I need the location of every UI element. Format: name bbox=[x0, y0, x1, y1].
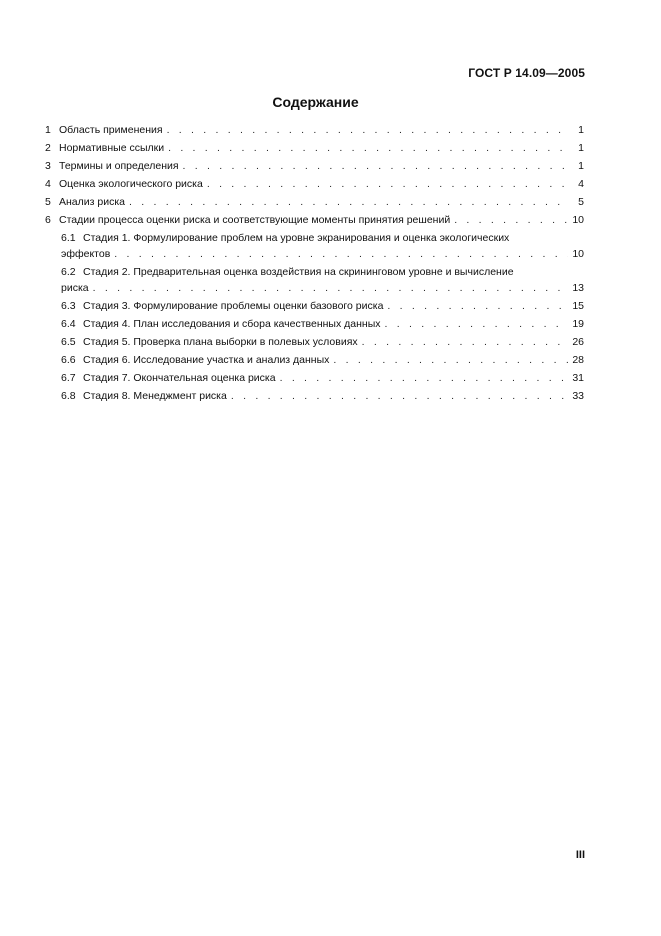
toc-entry-number: 3 bbox=[45, 160, 51, 172]
toc-entry-page: 26 bbox=[572, 336, 584, 348]
toc-entry-number: 6 bbox=[45, 214, 51, 226]
toc-entry-page: 13 bbox=[572, 282, 584, 294]
dot-leader bbox=[207, 175, 568, 193]
toc-entry-title: Стадия 7. Окончательная оценка риска bbox=[83, 372, 276, 384]
dot-leader bbox=[167, 121, 568, 139]
dot-leader bbox=[362, 333, 568, 351]
toc-entry-title: Термины и определения bbox=[59, 160, 179, 172]
toc-entry-page: 10 bbox=[572, 214, 584, 226]
toc-entry-number: 2 bbox=[45, 142, 51, 154]
toc-entry-number: 5 bbox=[45, 196, 51, 208]
page-number: III bbox=[575, 849, 585, 861]
toc-entry-page: 33 bbox=[572, 390, 584, 402]
dot-leader bbox=[387, 297, 568, 315]
toc-entry-number: 6.6 bbox=[61, 354, 76, 366]
toc-entry-title: Стадия 5. Проверка плана выборки в полевых условиях bbox=[83, 336, 358, 348]
toc-entry-number: 6.2 bbox=[61, 266, 76, 278]
table-of-contents bbox=[45, 121, 584, 405]
dot-leader bbox=[333, 351, 568, 369]
toc-entry-title: Область применения bbox=[59, 124, 163, 136]
toc-entry-number: 6.8 bbox=[61, 390, 76, 402]
toc-entry-6-2-continuation[interactable] bbox=[45, 279, 584, 297]
toc-entry-page: 1 bbox=[578, 160, 584, 172]
toc-entry-page: 1 bbox=[578, 142, 584, 154]
toc-entry-page: 4 bbox=[578, 178, 584, 190]
toc-entry-title: Стадия 1. Формулирование проблем на уровне экранирования и оценка экологических bbox=[83, 232, 510, 244]
toc-entry-title: Стадия 3. Формулирование проблемы оценки базового риска bbox=[83, 300, 384, 312]
toc-entry-6-3[interactable] bbox=[45, 297, 584, 315]
toc-entry-title: Стадия 2. Предварительная оценка воздействия на скрининговом уровне и вычисление bbox=[83, 266, 514, 278]
toc-entry-title: Анализ риска bbox=[59, 196, 125, 208]
dot-leader bbox=[183, 157, 568, 175]
toc-entry-title: Стадия 4. План исследования и сбора качественных данных bbox=[83, 318, 381, 330]
toc-entry-number: 4 bbox=[45, 178, 51, 190]
toc-entry-1[interactable] bbox=[45, 121, 584, 139]
toc-entry-number: 6.7 bbox=[61, 372, 76, 384]
toc-entry-page: 19 bbox=[572, 318, 584, 330]
toc-entry-6-5[interactable] bbox=[45, 333, 584, 351]
toc-entry-number: 6.1 bbox=[61, 232, 76, 244]
toc-entry-page: 15 bbox=[572, 300, 584, 312]
toc-entry-title: Стадия 6. Исследование участка и анализ данных bbox=[83, 354, 330, 366]
standard-code: ГОСТ Р 14.09—2005 bbox=[468, 66, 585, 80]
toc-entry-number: 6.5 bbox=[61, 336, 76, 348]
toc-entry-number: 6.4 bbox=[61, 318, 76, 330]
dot-leader bbox=[129, 193, 568, 211]
toc-entry-title: Нормативные ссылки bbox=[59, 142, 165, 154]
toc-title: Содержание bbox=[272, 94, 359, 110]
toc-entry-title: Стадии процесса оценки риска и соответствующие моменты принятия решений bbox=[59, 214, 451, 226]
toc-entry-4[interactable] bbox=[45, 175, 584, 193]
toc-entry-2[interactable] bbox=[45, 139, 584, 157]
toc-entry-6-2[interactable] bbox=[45, 263, 584, 279]
dot-leader bbox=[231, 387, 568, 405]
dot-leader bbox=[93, 279, 568, 297]
toc-entry-6-1[interactable] bbox=[45, 229, 584, 245]
toc-entry-number: 6.3 bbox=[61, 300, 76, 312]
toc-entry-page: 5 bbox=[578, 196, 584, 208]
toc-entry-6-8[interactable] bbox=[45, 387, 584, 405]
toc-entry-6-6[interactable] bbox=[45, 351, 584, 369]
dot-leader bbox=[168, 139, 568, 157]
toc-entry-title: Стадия 8. Менеджмент риска bbox=[83, 390, 227, 402]
dot-leader bbox=[385, 315, 568, 333]
toc-entry-6-4[interactable] bbox=[45, 315, 584, 333]
dot-leader bbox=[280, 369, 568, 387]
toc-entry-page: 31 bbox=[572, 372, 584, 384]
toc-entry-6-1-continuation[interactable] bbox=[45, 245, 584, 263]
toc-entry-number: 1 bbox=[45, 124, 51, 136]
dot-leader bbox=[114, 245, 568, 263]
toc-entry-page: 10 bbox=[572, 248, 584, 260]
toc-entry-page: 28 bbox=[572, 354, 584, 366]
toc-entry-page: 1 bbox=[578, 124, 584, 136]
toc-entry-5[interactable] bbox=[45, 193, 584, 211]
toc-entry-6[interactable] bbox=[45, 211, 584, 229]
toc-entry-3[interactable] bbox=[45, 157, 584, 175]
toc-entry-6-7[interactable] bbox=[45, 369, 584, 387]
dot-leader bbox=[454, 211, 568, 229]
toc-entry-title-continuation: риска bbox=[61, 282, 89, 294]
toc-entry-title-continuation: эффектов bbox=[61, 248, 111, 260]
toc-entry-title: Оценка экологического риска bbox=[59, 178, 203, 190]
